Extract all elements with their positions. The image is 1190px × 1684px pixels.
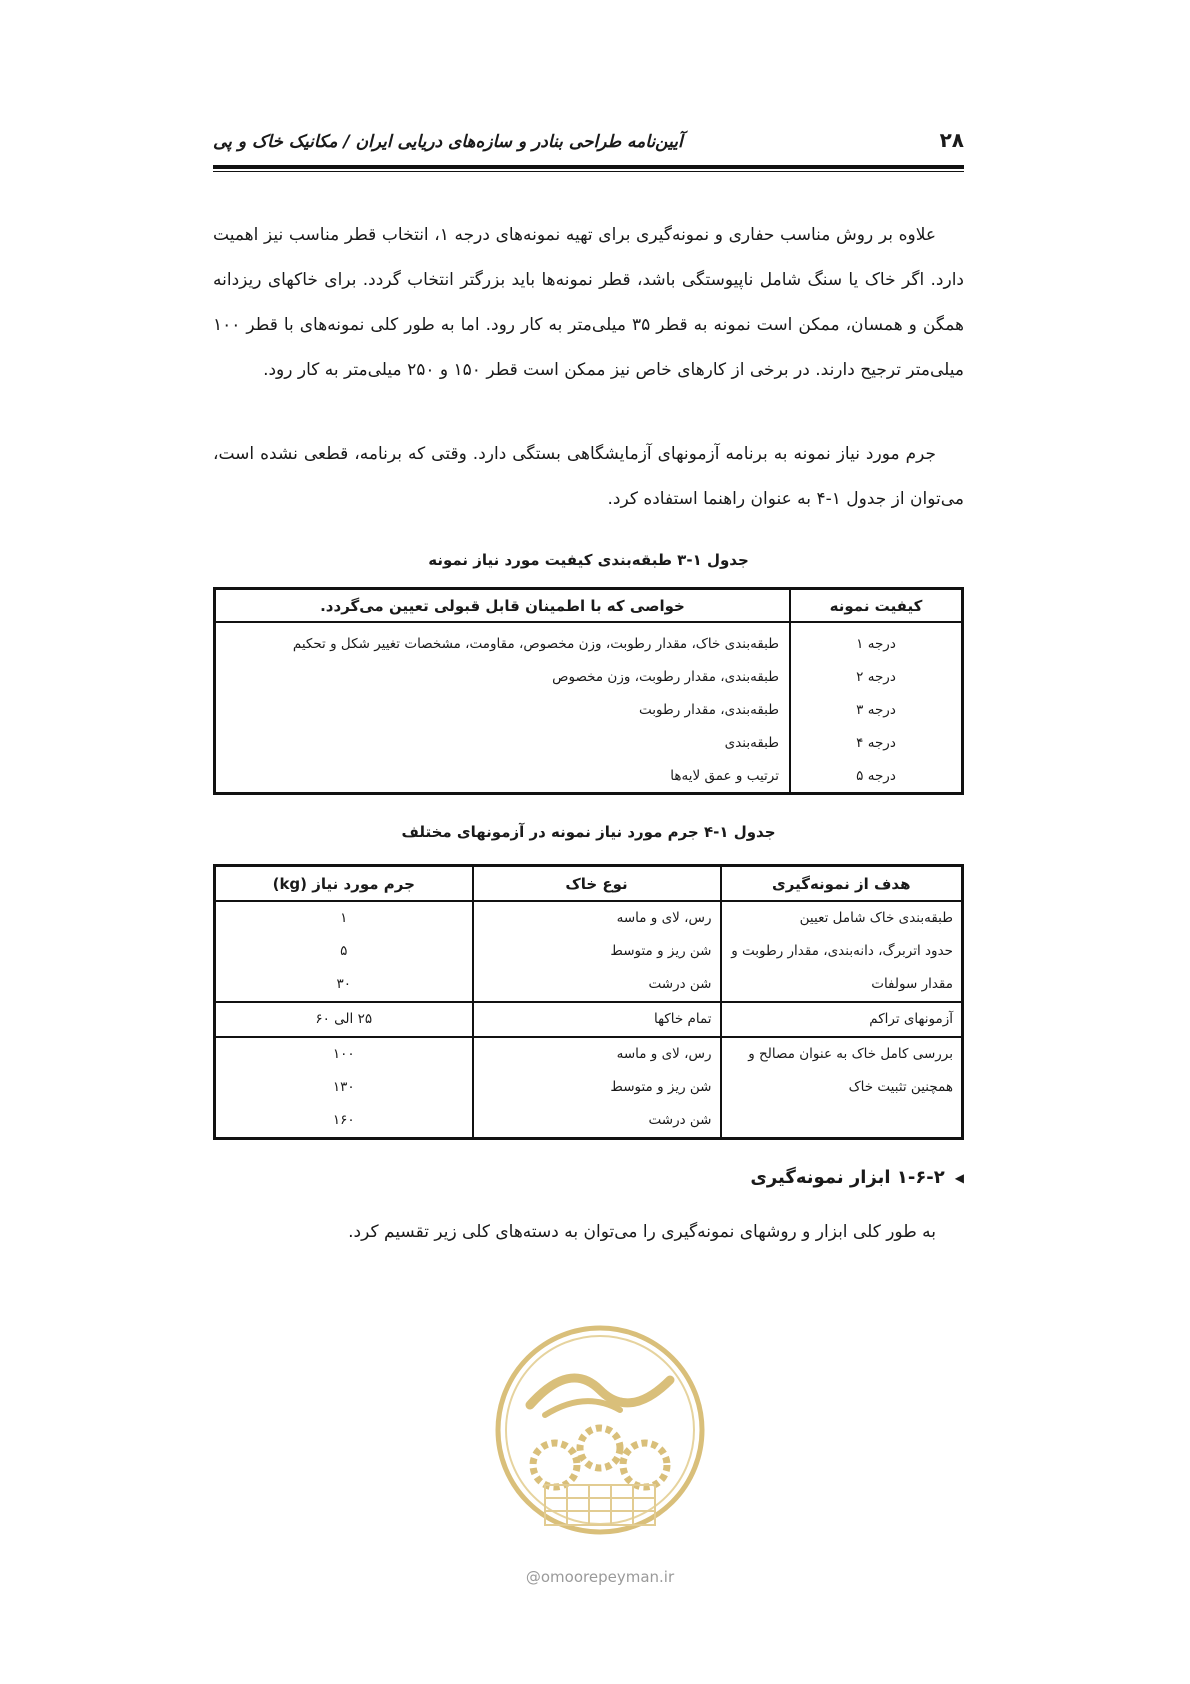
grid-icon [545,1485,655,1525]
mass-cell [215,901,473,1002]
sample-mass-table [213,864,964,1140]
running-title: آیین‌نامه طراحی بنادر و سازه‌های دریایی ایران / مکانیک خاک و پی [213,132,683,152]
cell-line: بررسی کامل خاک به عنوان مصالح و [748,1046,953,1062]
purpose-cell [721,1037,963,1139]
cell-line: ۵ [340,943,348,959]
table-header-row [215,866,963,902]
cell-line: ۲۵ الی ۶۰ [315,1011,373,1027]
cell-line: رس، لای و ماسه [616,910,712,926]
cell-line: ۳۰ [336,976,351,992]
cell-line: ۱ [340,910,348,926]
column-header: خواصی که با اطمینان قابل قبولی تعیین می‌گردد. [215,589,791,623]
section-heading [750,1167,964,1188]
cell-line: رس، لای و ماسه [616,1046,712,1062]
table-header-row [215,589,963,623]
table-row [215,726,963,759]
header-rule-thick [213,165,964,169]
table-cell: درجه ۱ [790,622,963,660]
gear-icon [623,1443,667,1487]
table-row [215,660,963,693]
table-cell: طبقه‌بندی [724,734,779,751]
table-cell: درجه ۳ [790,693,963,726]
cell-line: مقدار سولفات [871,976,953,992]
cell-line: شن درشت [648,976,712,992]
page-number: ۲۸ [939,128,964,152]
soil-cell [473,901,721,1002]
purpose-cell [721,1002,963,1037]
section-heading-text: ۱-۶-۲ ابزار نمونه‌گیری [750,1167,945,1188]
cell-line: تمام خاکها [653,1011,712,1027]
cell-line: شن ریز و متوسط [610,1079,712,1095]
sample-quality-table [213,587,964,795]
page-header [213,128,964,166]
cell-line: شن درشت [648,1112,712,1128]
table-cell: ترتیب و عمق لایه‌ها [670,767,779,784]
body-paragraph-2: جرم مورد نیاز نمونه به برنامه آزمونهای آزمایشگاهی بستگی دارد. وقتی که برنامه، قطعی نشده است، می‌توان از جدول ۱-۴ به عنوان راهنما استفاده کرد. [213,444,964,509]
table1-caption: جدول ۱-۳ طبقه‌بندی کیفیت مورد نیاز نمونه [428,551,749,569]
cell-line: همچنین تثبیت خاک [848,1079,953,1095]
table-cell: درجه ۵ [790,759,963,794]
section-paragraph: به طور کلی ابزار و روشهای نمونه‌گیری را می‌توان به دسته‌های کلی زیر تقسیم کرد. [348,1222,936,1242]
table-row [215,759,963,794]
table-cell: درجه ۲ [790,660,963,693]
triangle-bullet-icon: ◀ [954,1171,964,1185]
table-cell: طبقه‌بندی، مقدار رطوبت، وزن مخصوص [552,668,779,685]
table-row-group [215,1002,963,1037]
mass-cell [215,1002,473,1037]
cell-line: حدود اتربرگ، دانه‌بندی، مقدار رطوبت و [731,943,953,959]
watermark-logo [490,1320,710,1550]
column-header: کیفیت نمونه [790,589,963,623]
soil-cell [473,1002,721,1037]
column-header: هدف از نمونه‌گیری [721,866,963,902]
soil-cell [473,1037,721,1139]
cell-line: ۱۳۰ [332,1079,355,1095]
cell-line: ۱۰۰ [332,1046,355,1062]
cell-line: طبقه‌بندی خاک شامل تعیین [799,910,953,926]
table-row [215,693,963,726]
header-rule-thin [213,171,964,172]
watermark-website: @omoorepeyman.ir [525,1568,675,1586]
column-header: جرم مورد نیاز (kg) [215,866,473,902]
table-row-group [215,901,963,1002]
table-row [215,622,963,660]
logo-calligraphy [545,1401,620,1415]
purpose-cell [721,901,963,1002]
gear-icon [580,1428,620,1468]
column-header: نوع خاک [473,866,721,902]
gear-icon [533,1443,577,1487]
body-paragraph-1: علاوه بر روش مناسب حفاری و نمونه‌گیری برای تهیه نمونه‌های درجه ۱، انتخاب قطر مناسب نیز اهمیت دارد. اگر خاک یا سنگ شامل ناپیوستگی باشد، قطر نمونه‌ها باید بزرگتر انتخاب گردد. برای خاکهای ریزدانه همگن و همسان، ممکن است نمونه به قطر ۳۵ میلی‌متر به کار رود. اما به طور کلی نمونه‌های با قطر ۱۰۰ میلی‌متر ترجیح دارند. در برخی از کارهای خاص نیز ممکن است قطر ۱۵۰ و ۲۵۰ میلی‌متر به کار رود. [213,225,964,380]
table-cell: طبقه‌بندی خاک، مقدار رطوبت، وزن مخصوص، مقاومت، مشخصات تغییر شکل و تحکیم [292,635,779,652]
cell-line: آزمونهای تراکم [869,1011,953,1027]
table-cell: درجه ۴ [790,726,963,759]
table-cell: طبقه‌بندی، مقدار رطوبت [639,701,779,718]
table-row-group [215,1037,963,1139]
mass-cell [215,1037,473,1139]
table2-caption: جدول ۱-۴ جرم مورد نیاز نمونه در آزمونهای مختلف [401,823,776,841]
cell-line: شن ریز و متوسط [610,943,712,959]
cell-line: ۱۶۰ [332,1112,355,1128]
